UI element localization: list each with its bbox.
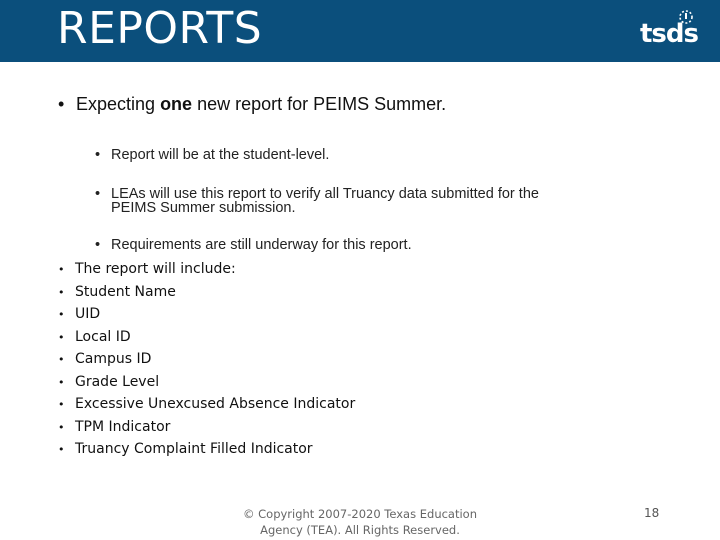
- page-title: REPORTS: [57, 3, 263, 54]
- main-bullet-emphasis: one: [160, 94, 193, 114]
- main-bullet-after: new report for PEIMS Summer.: [192, 94, 447, 114]
- list-item: [58, 348, 355, 371]
- header-bar: [0, 0, 720, 62]
- bullet-icon: •: [58, 94, 65, 114]
- bullet-icon: •: [58, 420, 65, 434]
- sub-bullet: [95, 238, 412, 252]
- main-bullet-before: Expecting: [76, 94, 161, 114]
- sub-bullet: [95, 148, 329, 162]
- copyright-line-1: © Copyright 2007-2020 Texas Education: [242, 507, 478, 521]
- list-item: [58, 416, 355, 439]
- list-item-text: The report will include:: [75, 261, 236, 277]
- list-item: [58, 371, 355, 394]
- list-item: [58, 281, 355, 304]
- sub-bullet-text: Report will be at the student-level.: [111, 147, 330, 163]
- bullet-icon: •: [58, 330, 65, 344]
- list-item-text: Student Name: [75, 283, 176, 300]
- bullet-icon: •: [95, 186, 101, 202]
- bullet-icon: •: [58, 353, 65, 366]
- list-item-text: Local ID: [75, 328, 131, 345]
- list-item-text: Grade Level: [75, 373, 160, 390]
- list-item: [58, 393, 355, 416]
- list-item-text: Truancy Complaint Filled Indicator: [75, 441, 313, 457]
- list-item: [58, 326, 355, 349]
- bullet-icon: •: [95, 147, 101, 163]
- bullet-icon: •: [58, 308, 65, 321]
- bullet-icon: •: [95, 237, 101, 253]
- bullet-icon: •: [58, 398, 65, 411]
- list-item-text: Excessive Unexcused Absence Indicator: [75, 396, 356, 412]
- bullet-icon: •: [58, 375, 65, 389]
- main-bullet: [58, 94, 446, 115]
- sub-bullet-text: Requirements are still underway for this report.: [111, 237, 412, 253]
- report-fields-list: [58, 258, 355, 461]
- list-item: [58, 258, 355, 281]
- bullet-icon: •: [58, 285, 65, 299]
- list-item-text: Campus ID: [75, 351, 152, 367]
- copyright-footer: [236, 506, 484, 538]
- sub-bullet-continuation: PEIMS Summer submission.: [111, 200, 296, 216]
- bullet-icon: •: [58, 263, 65, 276]
- tsds-logo: [640, 8, 710, 52]
- sub-bullet-text: LEAs will use this report to verify all Truancy data submitted for the: [111, 186, 539, 202]
- page-number: 18: [644, 506, 660, 520]
- copyright-line-2: Agency (TEA). All Rights Reserved.: [260, 523, 460, 537]
- sub-bullet: [95, 187, 539, 215]
- list-item: [58, 303, 355, 326]
- list-item-text: TPM Indicator: [75, 418, 171, 435]
- list-item-text: UID: [75, 306, 101, 322]
- bullet-icon: •: [58, 443, 65, 456]
- logo-text: tsds: [640, 19, 698, 49]
- list-item: [58, 438, 355, 461]
